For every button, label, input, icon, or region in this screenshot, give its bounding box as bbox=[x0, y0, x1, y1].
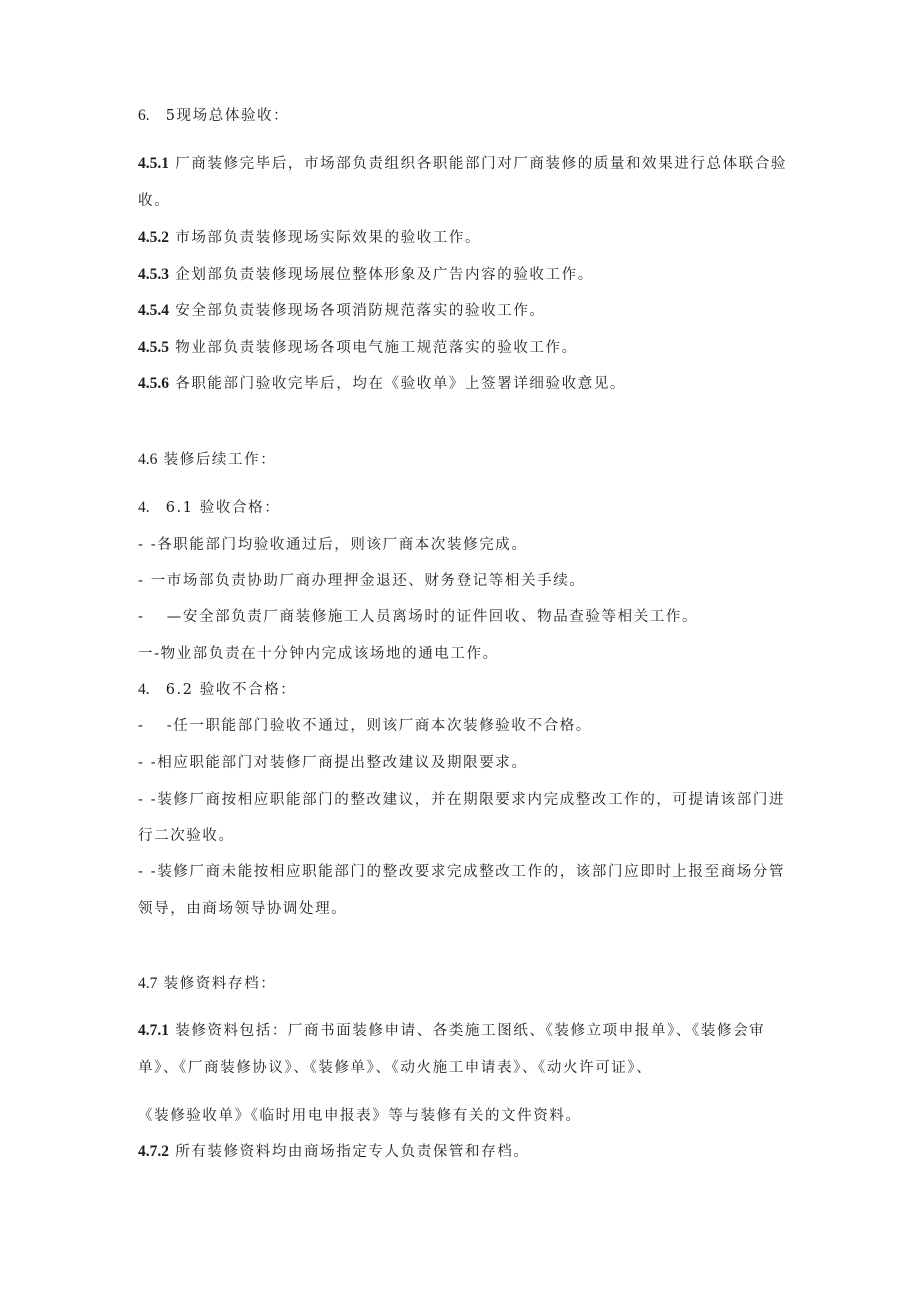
clause-4-5-2: 4.5.2 市场部负责装修现场实际效果的验收工作。 bbox=[138, 229, 482, 246]
heading-6-5: 6. 5现场总体验收： bbox=[138, 107, 290, 124]
clause-4-5-3: 4.5.3 企划部负责装修现场展位整体形象及广告内容的验收工作。 bbox=[138, 266, 594, 283]
clause-4-5-5: 4.5.5 物业部负责装修现场各项电气施工规范落实的验收工作。 bbox=[138, 339, 578, 356]
bullet-4-6-1-d: 一-物业部负责在十分钟内完成该场地的通电工作。 bbox=[138, 646, 499, 662]
bullet-4-6-2-c-cont: 行二次验收。 bbox=[138, 828, 235, 844]
bullet-4-6-1-c: - —安全部负责厂商装修施工人员离场时的证件回收、物品查验等相关工作。 bbox=[138, 609, 699, 625]
clause-4-6-1: 4. 6.1 验收合格： bbox=[138, 499, 281, 516]
clause-4-6-2: 4. 6.2 验收不合格： bbox=[138, 681, 297, 698]
bullet-4-6-1-a: - -各职能部门均验收通过后，则该厂商本次装修完成。 bbox=[138, 537, 528, 553]
bullet-4-6-2-a: - -任一职能部门验收不通过，则该厂商本次装修验收不合格。 bbox=[138, 718, 592, 734]
clause-4-7-1-cont2: 《装修验收单》《临时用电申报表》等与装修有关的文件资料。 bbox=[138, 1108, 582, 1124]
clause-4-5-1-cont: 收。 bbox=[138, 193, 171, 209]
bullet-4-6-1-b: - 一市场部负责协助厂商办理押金退还、财务登记等相关手续。 bbox=[138, 573, 586, 589]
bullet-4-6-2-b: - -相应职能部门对装修厂商提出整改建议及期限要求。 bbox=[138, 755, 528, 771]
bullet-4-6-2-d: - -装修厂商未能按相应职能部门的整改要求完成整改工作的，该部门应即时上报至商场分管 bbox=[138, 864, 786, 880]
clause-4-5-1: 4.5.1 厂商装修完毕后，市场部负责组织各职能部门对厂商装修的质量和效果进行总体联合验 bbox=[138, 155, 788, 172]
clause-4-7-1-cont: 单》、《厂商装修协议》、《装修单》、《动火施工申请表》、《动火许可证》、 bbox=[138, 1060, 653, 1076]
bullet-4-6-2-c: - -装修厂商按相应职能部门的整改建议，并在期限要求内完成整改工作的，可提请该部门进 bbox=[138, 792, 786, 808]
clause-4-5-6: 4.5.6 各职能部门验收完毕后，均在《验收单》上签署详细验收意见。 bbox=[138, 375, 627, 392]
heading-4-6: 4.6 装修后续工作： bbox=[138, 451, 277, 468]
clause-4-7-2: 4.7.2 所有装修资料均由商场指定专人负责保管和存档。 bbox=[138, 1143, 530, 1160]
heading-4-7: 4.7 装修资料存档： bbox=[138, 975, 277, 992]
clause-4-5-4: 4.5.4 安全部负责装修现场各项消防规范落实的验收工作。 bbox=[138, 302, 546, 319]
clause-4-7-1: 4.7.1 装修资料包括：厂商书面装修申请、各类施工图纸、《装修立项申报单》、《装修会审 bbox=[138, 1022, 766, 1039]
bullet-4-6-2-d-cont: 领导，由商场领导协调处理。 bbox=[138, 901, 348, 917]
